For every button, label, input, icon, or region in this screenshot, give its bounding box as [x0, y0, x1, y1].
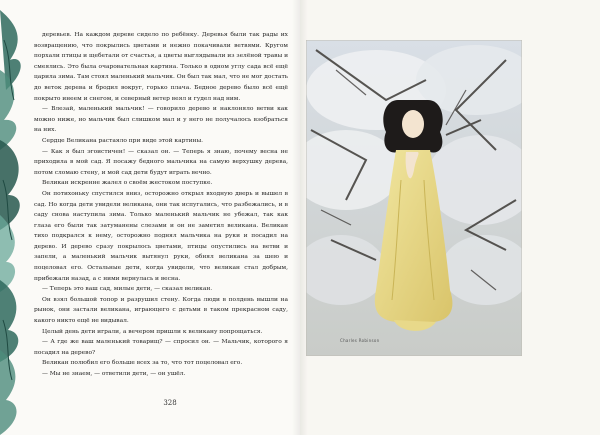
paragraph: Он взял большой топор и разрушил стену. Когда люди в полдень вышли на рынок, они застали великана, играющего с детьми в таком прекрасном саду, какого никто ещё не видывал.: [34, 296, 288, 325]
paragraph: Он потихоньку спустился вниз, осторожно открыл входную дверь и вышел в сад. Но когда дети увидели великана, они так испугались, что разбежались, и в саду снова наступила зима. Только маленький мальчик не убежал, так как глаза его были так затуманены слезами и он не заметил великана. Великан тихо подкрался к нему, осторожно поднял мальчика на руки и посадил на дерево. И дерево сразу покрылось цветами, птицы опустились на ветви и запели, а маленький мальчик вытянул руки, обнял великана за шею и поцеловал его. Остальные дети, когда увидели, что великан стал добрым, прибежали назад, а с ними вернулась и весна.: [34, 190, 288, 282]
foliage-decoration: [0, 0, 30, 435]
illustration-plate: [306, 40, 522, 356]
paragraph: Великан полюбил его больше всех за то, что тот поцеловал его.: [42, 360, 243, 367]
paragraph: — Теперь это ваш сад, милые дети, — сказал великан.: [42, 286, 213, 293]
paragraph: деревьев. На каждом дереве сидело по ребёнку. Деревья были так рады их возвращению, что покрылись цветами и нежно покачивали ветвями. Кругом порхали птицы и щебетали от счастья, а цветы выглядывали из зелёной травы и смеялись. Это была очаровательная картина. Только в одном углу сада всё ещё царила зима. Там стоял маленький мальчик. Он был так мал, что не мог достать до веток дерева и бродил вокруг, горько плача. Бедное дерево было всё ещё покрыто инеем и снегом, и северный ветер веял и гудел над ним.: [34, 32, 288, 102]
paragraph: — А где же ваш маленький товарищ? — спросил он. — Мальчик, которого я посадил на дерево?: [34, 339, 288, 356]
paragraph: — Влезай, маленький мальчик! — говорило дерево и наклоняло ветви как можно ниже, но мальчик был слишком мал и у него не получалось взобраться на них.: [34, 106, 288, 134]
page-number: 328: [163, 399, 177, 407]
paragraph: Великан искренне жалел о своём жестоком поступке.: [42, 180, 213, 187]
paragraph: — Как я был эгоистичен! — сказал он. — Теперь я знаю, почему весна не приходила в мой сад. Я посажу бедного мальчика на самую верхушку дерева, потом сломаю стену, и мой сад дети будут играть вечно.: [34, 148, 288, 176]
illustration-signature: Charles Robinson: [340, 338, 380, 343]
paragraph: Целый день дети играли, а вечером пришли к великану попрощаться.: [42, 328, 263, 335]
paragraph: — Мы не знаем, — ответили дети, — он ушёл.: [42, 371, 186, 377]
story-text: [34, 30, 288, 380]
paragraph: Сердце Великана растаяло при виде этой картины.: [42, 137, 204, 144]
